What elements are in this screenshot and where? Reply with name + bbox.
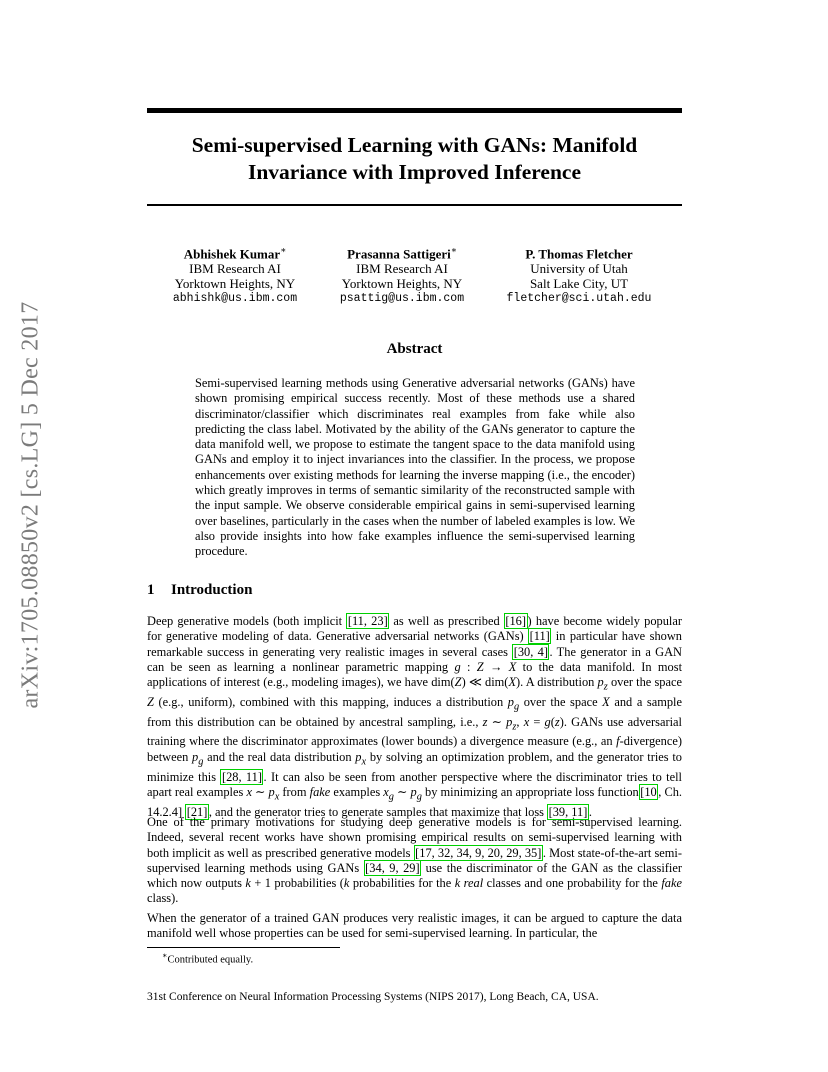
abstract-heading: Abstract (386, 341, 443, 357)
arxiv-stamp (14, 290, 48, 720)
venue-line: 31st Conference on Neural Information Processing Systems (NIPS 2017), Long Beach, CA, USA. (147, 991, 599, 1003)
title-line-1: Semi-supervised Learning with GANs: Manifold (191, 133, 638, 157)
author-affiliation: IBM Research AI (189, 261, 281, 277)
footnote (162, 951, 253, 966)
footnote-mark: ∗ (162, 951, 168, 960)
intro-paragraph-3: When the generator of a trained GAN produces very realistic images, it can be argued to capture the data manifold well whose properties can be used for semi-supervised learning. In particular, the (147, 911, 682, 941)
title-rule-bottom (147, 204, 682, 206)
author-mark: ∗ (450, 245, 457, 255)
intro-paragraph-2: One of the primary motivations for studying deep generative models is for semi-supervised learning. Indeed, several recent works have shown promising empirical results on semi-supervised learning with both implicit as well as prescribed generative models [17, 32, 34, 9, 20, 29, 35] . Most state-of-the-art semi-supervised learning methods using GANs [34, 9, 29] use the discriminator of the GAN as the classifier which now outputs k + 1 probabilities (k probabilities for the k real classes and one probability for the fake class). (147, 815, 683, 906)
author-3 (479, 243, 679, 306)
intro-paragraph-1: Deep generative models (both implicit [11, 23] as well as prescribed [16] ) have become widely popular for generative modeling of data. Generative adversarial networks (GANs) [11] in particular have shown remarkable success in generating very realistic images in several cases [30, 4] . The generator in a GAN can be seen as learning a nonlinear parametric mapping g : Z → X to the data manifold. In most applications of interest (e.g., modeling images), we have dim(Z) ≪ dim(X). A distribution $p_z$ over the space Z (e.g., uniform), combined with this mapping, induces a distribution $p_g$ over the space X and a sample from this distribution can be obtained by ancestral sampling, i.e., z ∼ $p_z$, x = g(z). GANs use adversarial training where the discriminator approximates (lower bounds) a divergence measure (e.g., an f-divergence) between $p_g$ and the real data distribution $p_x$ by solving an optimization problem, and the generator tries to minimize this [28, 11] . It can also be seen from another perspective where the discriminator tries to tell apart real examples x ∼ $p_x$ from fake examples $x_g$ ∼ $p_g$ by minimizing an appropriate loss function [10 , Ch. 14.2.4] [21] , and the generator tries to generate samples that maximize that loss [39, 11] . (147, 614, 683, 819)
author-location: Salt Lake City, UT (529, 276, 629, 292)
author-name: P. Thomas Fletcher (525, 246, 633, 262)
footnote-text: Contributed equally. (167, 954, 254, 966)
author-name: Prasanna Sattigeri (347, 246, 451, 262)
author-location: Yorktown Heights, NY (174, 276, 296, 292)
footnote-rule (147, 947, 340, 948)
section-heading (147, 582, 252, 599)
author-2 (302, 243, 502, 306)
author-location: Yorktown Heights, NY (341, 276, 463, 292)
author-mark: ∗ (280, 245, 287, 255)
author-email[interactable]: abhishk@us.ibm.com (172, 292, 298, 306)
arxiv-id: arXiv:1705.08850v2 [cs.LG] 5 Dec 2017 (17, 301, 44, 709)
author-name: Abhishek Kumar (183, 246, 281, 262)
paper-title (147, 132, 682, 186)
abstract-text: Semi-supervised learning methods using Generative adversarial networks (GANs) have shown promising empirical success recently. Most of these methods use a shared discriminator/classifier which discriminates real examples from fake while also predicting the class label. Motivated by the ability of the GANs generator to capture the data manifold well, we propose to estimate the tangent space to the data manifold using GANs and employ it to inject invariances into the classifier. In the process, we propose enhancements over existing methods for learning the inverse mapping (i.e., the encoder) which greatly improves in terms of semantic similarity of the reconstructed sample with the input sample. We observe considerable empirical gains in semi-supervised learning over baselines, particularly in the cases when the number of labeled examples is low. We also provide insights into how fake examples influence the semi-supervised learning procedure. (195, 376, 635, 559)
author-affiliation: IBM Research AI (356, 261, 448, 277)
author-email[interactable]: fletcher@sci.utah.edu (506, 292, 652, 306)
section-number: 1 (147, 582, 155, 598)
title-rule-top (147, 108, 682, 113)
section-title: Introduction (171, 582, 253, 598)
author-email[interactable]: psattig@us.ibm.com (339, 292, 465, 306)
title-line-2: Invariance with Improved Inference (247, 160, 582, 184)
author-affiliation: University of Utah (530, 261, 628, 277)
